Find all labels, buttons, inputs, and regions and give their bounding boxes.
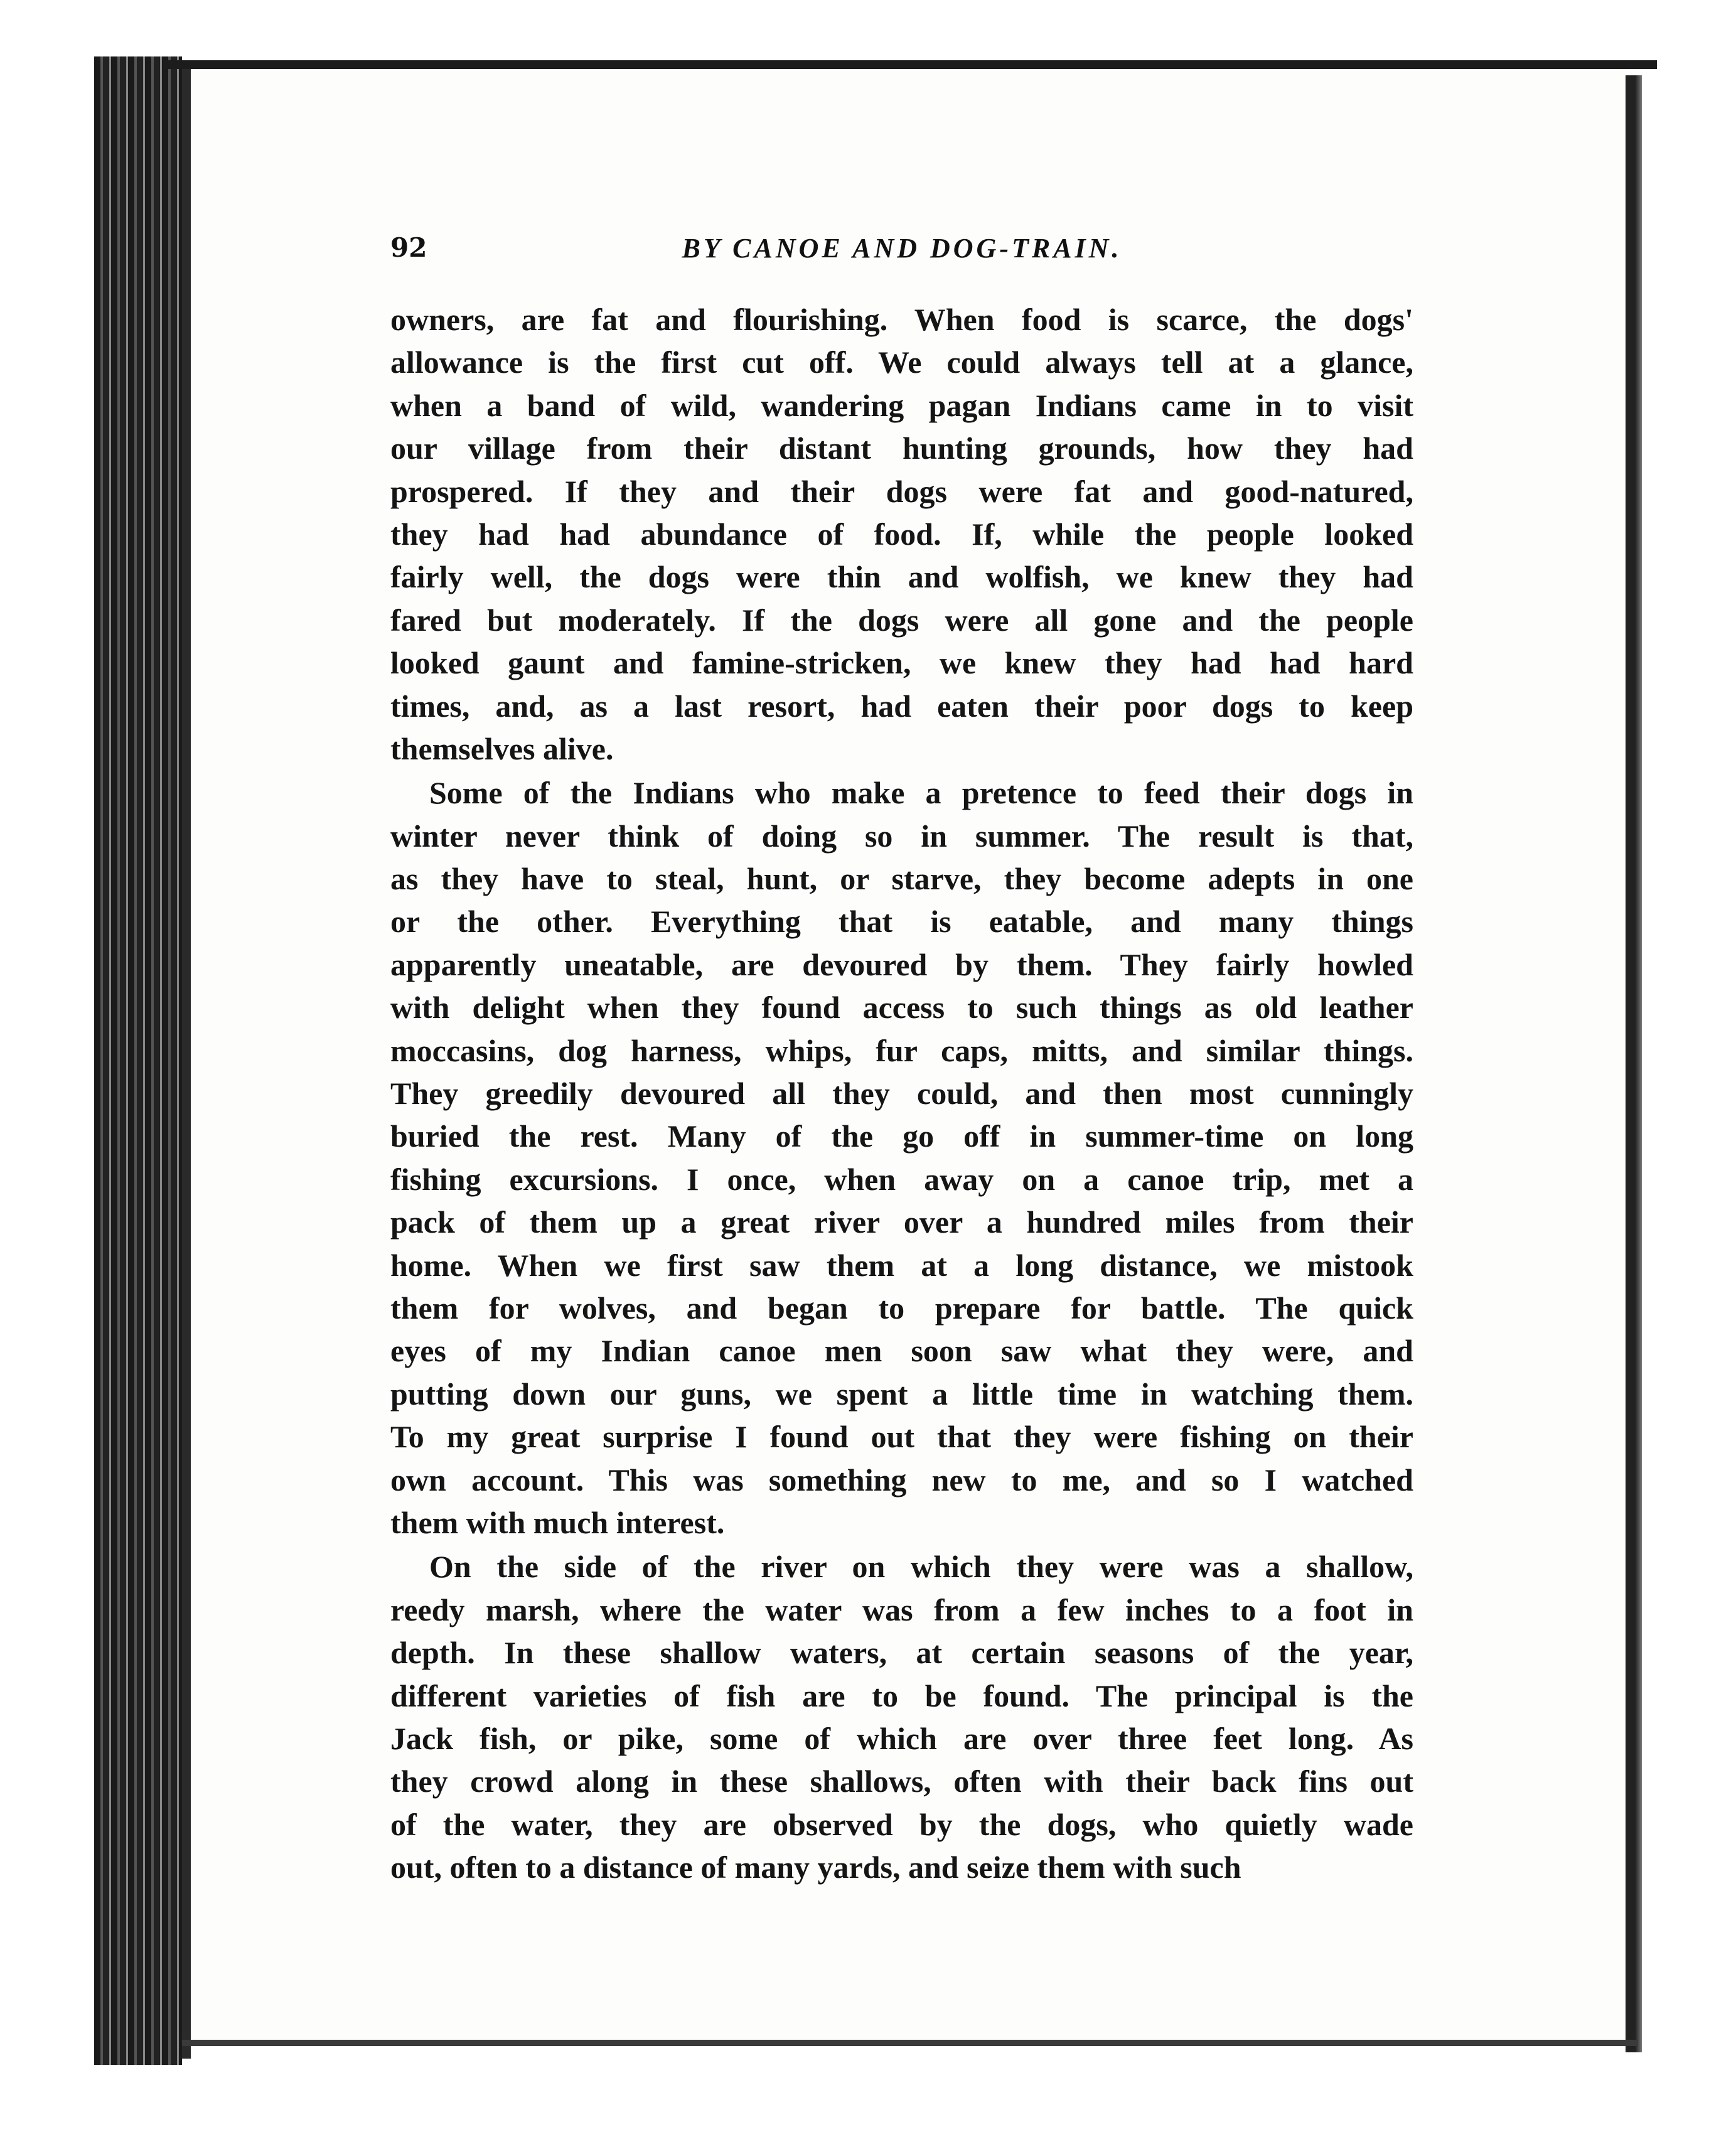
text-line: times, and, as a last resort, had eaten their poor dogs to keep [390,688,1413,724]
text-line: owners, are fat and flourishing. When food is scarce, the dogs' [390,302,1413,337]
text-line: allowance is the first cut off. We could always tell at a glance, [390,345,1413,380]
gutter-edge [182,63,191,2059]
running-header [390,232,1413,270]
page-bottom-edge [182,2040,1638,2046]
text-line: eyes of my Indian canoe men soon saw what they were, and [390,1333,1413,1369]
text-line: On the side of the river on which they were was a shallow, [429,1549,1413,1585]
text-line: of the water, they are observed by the dogs, who quietly wade [390,1806,1413,1842]
text-line: own account. This was something new to me, and so I watched [390,1462,1413,1498]
text-line: with delight when they found access to such things as old leather [390,990,1413,1026]
text-line: as they have to steal, hunt, or starve, they become adepts in one [390,861,1413,897]
text-line: depth. In these shallow waters, at certain seasons of the year, [390,1635,1413,1671]
text-line: moccasins, dog harness, whips, fur caps, mitts, and similar things. [390,1032,1413,1068]
text-line: out, often to a distance of many yards, and seize them with such [390,1850,1241,1885]
text-line: they crowd along in these shallows, often with their back fins out [390,1764,1413,1799]
text-line: fared but moderately. If the dogs were all gone and the people [390,602,1413,638]
text-line: when a band of wild, wandering pagan Indians came in to visit [390,387,1413,423]
text-line: our village from their distant hunting grounds, how they had [390,431,1413,466]
text-line: winter never think of doing so in summer. The result is that, [390,818,1413,854]
text-line: different varieties of fish are to be found. The principal is the [390,1678,1413,1713]
text-line: To my great surprise I found out that they were fishing on their [390,1419,1413,1455]
text-line: them with much interest. [390,1504,725,1540]
paragraph [390,298,1413,770]
text-line: prospered. If they and their dogs were fat and good-natured, [390,473,1413,509]
text-line: buried the rest. Many of the go off in summer-time on long [390,1118,1413,1154]
text-line: home. When we first saw them at a long distance, we mistook [390,1247,1413,1283]
text-line: pack of them up a great river over a hundred miles from their [390,1204,1413,1240]
text-line: apparently uneatable, are devoured by them. They fairly howled [390,946,1413,982]
text-line: they had had abundance of food. If, while the people looked [390,516,1413,552]
page-right-edge [1626,75,1642,2052]
text-line: Some of the Indians who make a pretence to feed their dogs in [429,775,1413,811]
page-top-edge [163,60,1657,69]
text-line: They greedily devoured all they could, and then most cunningly [390,1076,1413,1112]
text-line: or the other. Everything that is eatable, and many things [390,904,1413,940]
book-gutter [94,56,182,2065]
text-line: fairly well, the dogs were thin and wolfish, we knew they had [390,559,1413,595]
text-line: themselves alive. [390,731,614,766]
text-line: reedy marsh, where the water was from a few inches to a foot in [390,1592,1413,1627]
text-line: looked gaunt and famine-stricken, we knew they had had hard [390,645,1413,681]
text-line: fishing excursions. I once, when away on a canoe trip, met a [390,1161,1413,1197]
page-number: 92 [390,232,427,263]
text-line: them for wolves, and began to prepare for battle. The quick [390,1290,1413,1326]
text-line: putting down our guns, we spent a little time in watching them. [390,1376,1413,1412]
running-title: BY CANOE AND DOG-TRAIN. [682,233,1122,264]
body-text [390,298,1413,1889]
text-line: Jack fish, or pike, some of which are over three feet long. As [390,1720,1413,1756]
paragraph [390,1545,1413,1889]
paragraph [390,771,1413,1544]
